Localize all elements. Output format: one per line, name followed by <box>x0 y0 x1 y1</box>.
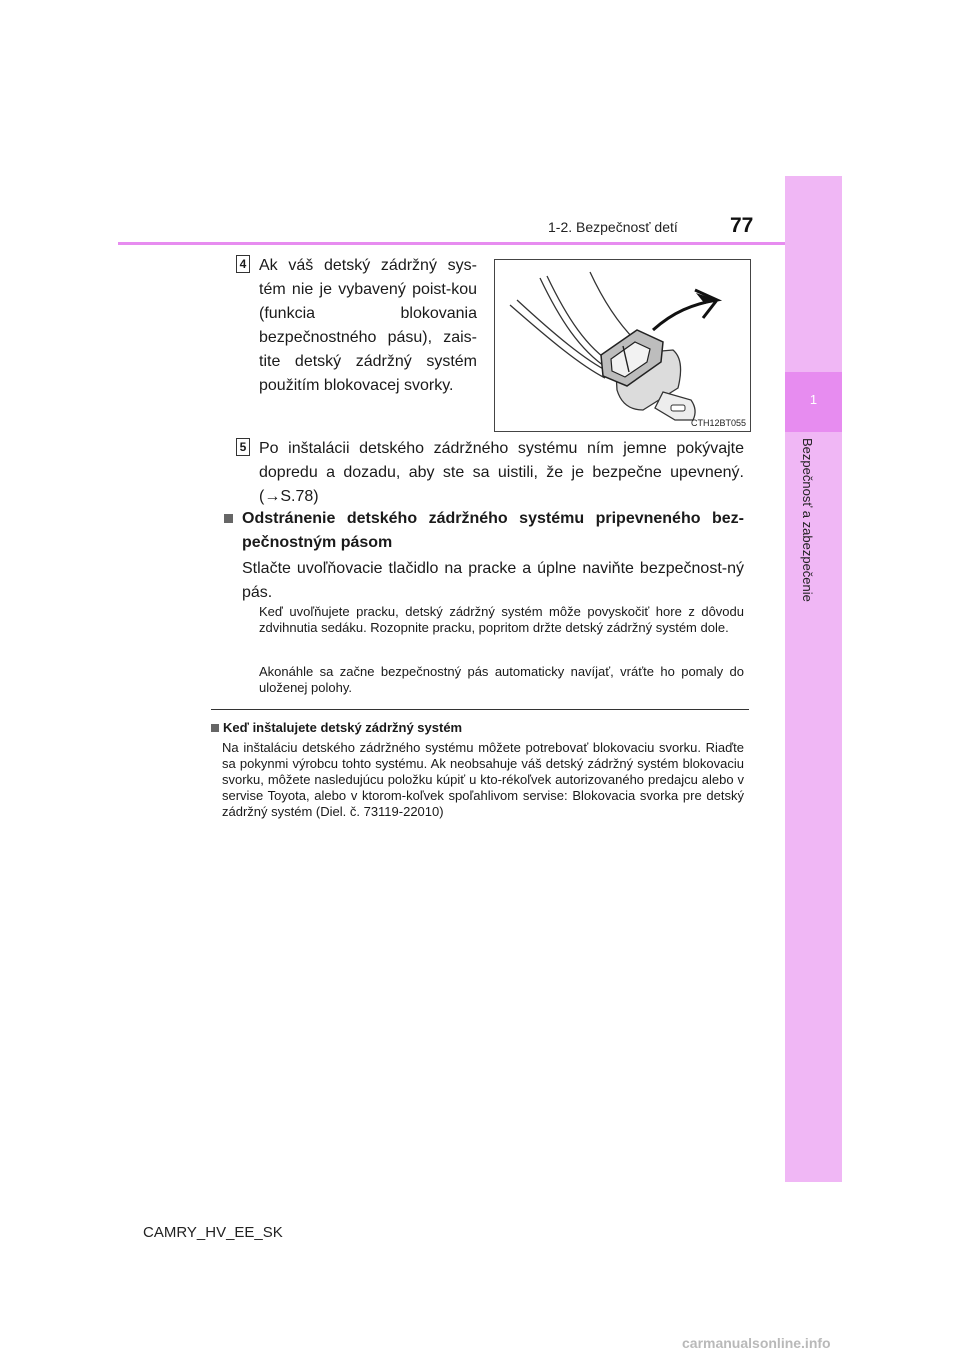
section-divider <box>211 709 749 710</box>
chapter-side-tab <box>785 176 842 1182</box>
removal-note-1: Keď uvoľňujete pracku, detský zádržný systém môže povyskočiť hore z dôvodu zdvihnutia sedáku. Rozopnite pracku, popritom držte detský zádržný systém dole. <box>259 604 744 635</box>
seat-belt-figure <box>494 259 751 432</box>
section-title: 1-2. Bezpečnosť detí <box>548 219 678 235</box>
step-4-text: Ak váš detský zádržný sys-tém nie je vybavený poist-kou (funkcia blokovania bezpečnostného pásu), zais-tite detský zádržný systém použitím blokovacej svorky. <box>259 257 477 394</box>
removal-body: Stlačte uvoľňovacie tlačidlo na pracke a úplne naviňte bezpečnost-ný pás. <box>242 560 744 601</box>
step-number-4: 4 <box>236 255 250 273</box>
removal-heading-text: Odstránenie detského zádržného systému pripevneného bez-pečnostným pásom <box>242 510 744 551</box>
info-heading <box>211 720 462 736</box>
header-rule <box>118 242 785 245</box>
model-code: CAMRY_HV_EE_SK <box>143 1224 283 1241</box>
chapter-title: Bezpečnosť a zabezpečenie <box>800 438 815 602</box>
info-body: Na inštaláciu detského zádržného systému môžete potrebovať blokovaciu svorku. Riaďte sa pokynmi výrobcu tohto systému. Ak neobsahuje váš detský zádržný systém blokovaciu svorku, môžete nasledujúcu položku kúpiť u kto-rékoľvek autorizovaného predajcu alebo v servise Toyota, alebo v ktorom-koľvek spoľahlivom servise: Blokovacia svorka pre detský zádržný systém (Diel. č. 73119-22010) <box>222 740 744 819</box>
square-bullet-icon <box>224 514 233 523</box>
step-5-text: Po inštalácii detského zádržného systému ním jemne pokývajte dopredu a dozadu, aby ste sa uistili, že je bezpečne upevnený. (→S.78) <box>259 440 744 505</box>
chapter-number: 1 <box>809 392 818 407</box>
step-number-5: 5 <box>236 438 250 456</box>
removal-note-2: Akonáhle sa začne bezpečnostný pás automaticky navíjať, vráťte ho pomaly do uloženej polohy. <box>259 664 744 695</box>
seat-belt-locking-clip-illustration <box>495 260 750 431</box>
square-bullet-icon <box>211 724 219 732</box>
watermark: carmanualsonline.info <box>682 1335 831 1351</box>
removal-heading <box>222 507 744 555</box>
info-heading-text: Keď inštalujete detský zádržný systém <box>223 720 463 735</box>
figure-code: CTH12BT055 <box>690 418 746 428</box>
page-number: 77 <box>730 214 754 237</box>
